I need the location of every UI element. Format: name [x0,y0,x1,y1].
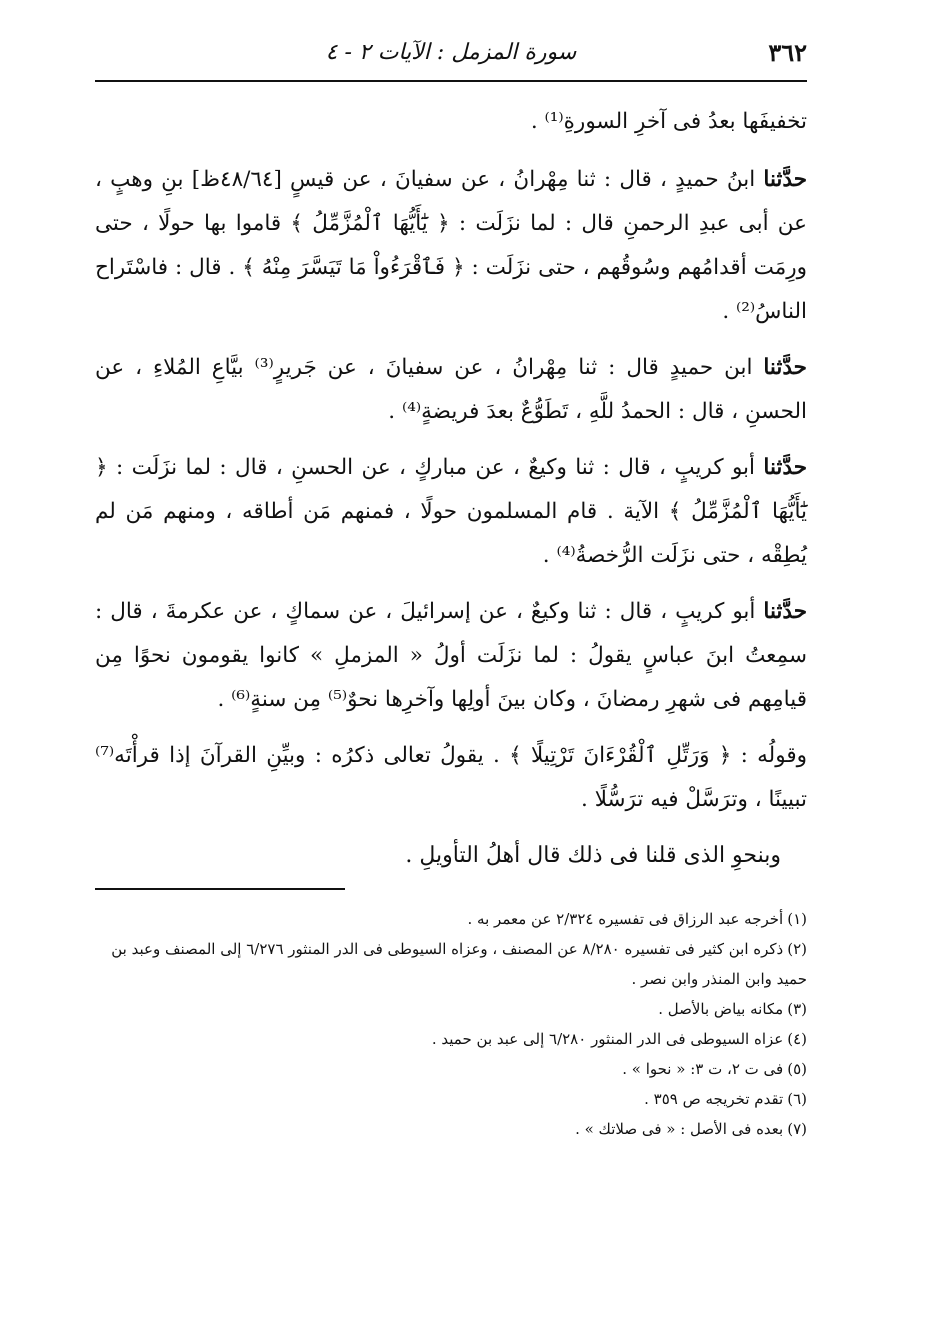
closing-line: وبنحوِ الذى قلنا فى ذلك قال أهلُ التأويلِ . [405,843,781,868]
paragraph-text: أبو كريبٍ ، قال : ثنا وكيعٌ ، عن إسرائيلَ ، عن سماكٍ ، عن عكرمةَ ، قال : سمِعتُ ابنَ عباسٍ يقولُ : لما نزَلَت أولُ « المزملِ » كانوا يقومون نحوًا مِن قيامِهم فى شهرِ رمضانَ ، وكان بينَ أولِها وآخرِها نحوٌ⁽⁵⁾ مِن سنةٍ⁽⁶⁾ . [95,599,807,712]
footnote [95,904,807,934]
footnote-text: تقدم تخريجه ص ٣٥٩ . [644,1090,784,1108]
main-text [95,100,807,878]
footnote-text: مكانه بياض بالأصل . [658,1000,784,1018]
paragraph [95,734,807,822]
page-header [95,30,807,82]
footnote [95,1054,807,1084]
footnotes [95,904,807,1144]
paragraph-text: تخفيفَها بعدُ فى آخرِ السورةِ⁽¹⁾ . [530,109,807,134]
paragraph-text: ابنُ حميدٍ ، قال : ثنا مِهْرانُ ، عن سفيانَ ، عن قيسٍ [٤٨/٦٤ظ] بنِ وهبٍ ، عن أبى عبدِ الرحمنِ قال : لما نزَلَت : ﴿ يَٰٓأَيُّهَا ٱلْمُزَّمِّلُ ﴾ قاموا بها حولًا ، حتى ورِمَت أقدامُهم وسُوقُهم ، حتى نزَلَت : ﴿ فَٱقْرَءُواْ مَا تَيَسَّرَ مِنْهُ ﴾ . قال : فاسْتَراح الناسُ⁽²⁾ . [95,167,807,324]
footnote [95,934,807,994]
paragraph-lead: حدَّثنا [763,599,807,624]
footnote-text: بعده فى الأصل : « فى صلاتك » . [575,1120,784,1138]
footnote [95,1114,807,1144]
footnote [95,1084,807,1114]
paragraph-lead: حدَّثنا [763,167,807,192]
footnote-text: ذكره ابن كثير فى تفسيره ٨/٢٨٠ عن المصنف ، وعزاه السيوطى فى الدر المنثور ٦/٢٧٦ إلى المصنف وعبد بن حميد وابن المنذر وابن نصر . [111,940,807,988]
page-number: ٣٦٢ [768,38,807,67]
footnote-number: (٣) [787,1000,807,1018]
paragraph-text: ابن حميدٍ قال : ثنا مِهْرانُ ، عن سفيانَ ، عن جَريرٍ⁽³⁾ بيَّاعِ المُلاءِ ، عن الحسنِ ، قال : الحمدُ للَّهِ ، تَطَوُّعٌ بعدَ فريضةٍ⁽⁴⁾ . [95,355,807,424]
footnote [95,994,807,1024]
paragraph [95,346,807,434]
footnote-number: (٥) [787,1060,807,1078]
footnote-text: أخرجه عبد الرزاق فى تفسيره ٢/٣٢٤ عن معمر به . [467,910,784,928]
footnote-number: (٢) [787,940,807,958]
footnote [95,1024,807,1054]
footnote-divider [95,888,345,890]
paragraph [95,100,807,144]
paragraph [95,590,807,722]
footnote-number: (١) [787,910,807,928]
book-page [95,30,807,1300]
paragraph [95,446,807,578]
running-title: سورة المزمل : الآيات ٢ - ٤ [325,40,577,65]
footnote-number: (٤) [787,1030,807,1048]
footnote-number: (٧) [787,1120,807,1138]
paragraph-lead: حدَّثنا [763,355,807,380]
footnote-text: عزاه السيوطى فى الدر المنثور ٦/٢٨٠ إلى عبد بن حميد . [431,1030,784,1048]
paragraph-text: وقولُه : ﴿ وَرَتِّلِ ٱلْقُرْءَانَ تَرْتِيلًا ﴾ . يقولُ تعالى ذكرُه : وبيِّنِ القرآنَ إذا قرأْتَه⁽⁷⁾ تبيينًا ، وترَسَّلْ فيه ترَسُّلًا . [95,743,807,812]
paragraph-lead: حدَّثنا [763,455,807,480]
paragraph-text: أبو كريبٍ ، قال : ثنا وكيعٌ ، عن مباركٍ ، عن الحسنِ ، قال : لما نزَلَت : ﴿ يَٰٓأَيُّهَا ٱلْمُزَّمِّلُ ﴾ الآية . قام المسلمون حولًا ، فمنهم مَن أطاقه ، ومنهم مَن لم يُطِقْه ، حتى نزَلَت الرُّخصةُ⁽⁴⁾ . [95,455,807,568]
footnote-number: (٦) [787,1090,807,1108]
paragraph [95,158,807,334]
footnote-text: فى ت ٢، ت ٣: « نحوا » . [622,1060,784,1078]
